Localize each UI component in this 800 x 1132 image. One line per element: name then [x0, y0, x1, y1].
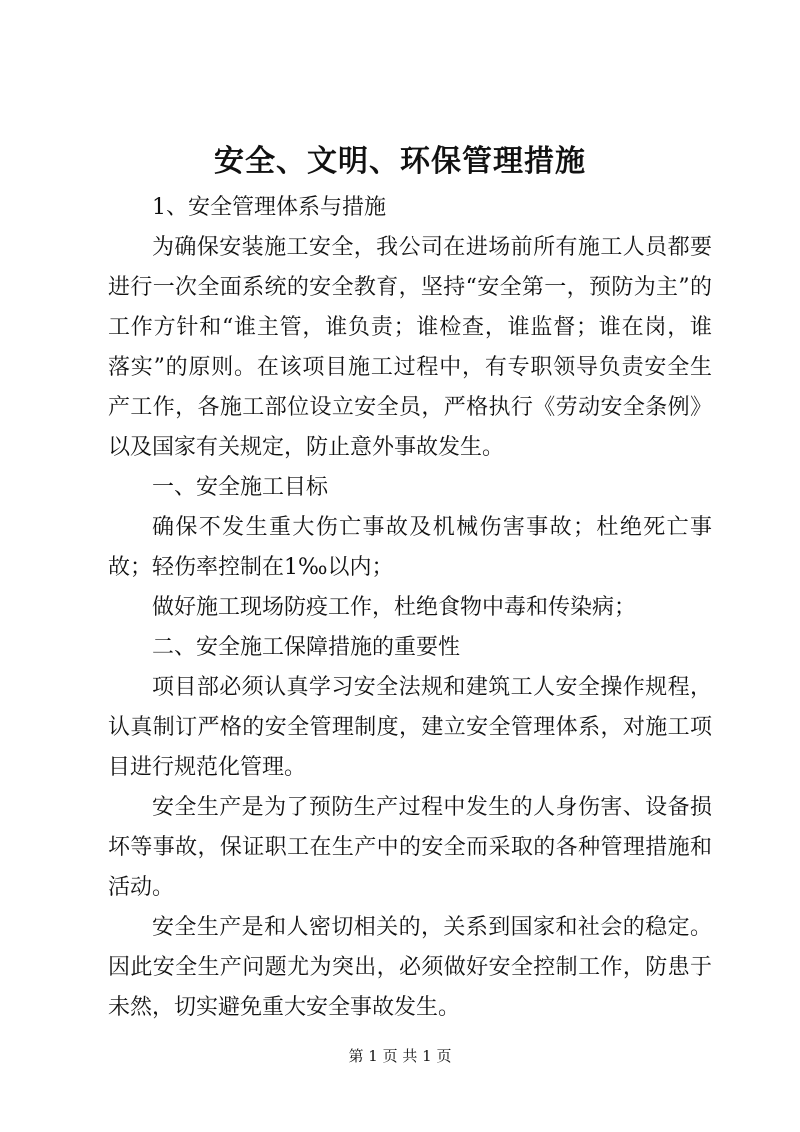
document-body — [108, 188, 712, 1028]
paragraph-safety-education: 为确保安装施工安全，我公司在进场前所有施工人员都要进行一次全面系统的安全教育，坚持“安全第一，预防为主”的工作方针和“谁主管，谁负责；谁检查，谁监督；谁在岗，谁落实”的原则。在该项目施工过程中，有专职领导负责安全生产工作，各施工部位设立安全员，严格执行《劳动安全条例》以及国家有关规定，防止意外事故发生。 — [108, 235, 712, 460]
page-footer: 第 1 页 共 1 页 — [348, 1047, 452, 1065]
paragraph-epidemic-prevention: 做好施工现场防疫工作，杜绝食物中毒和传染病； — [152, 595, 637, 620]
section-heading-safety-importance: 二、安全施工保障措施的重要性 — [152, 635, 461, 660]
paragraph-safety-regulations: 项目部必须认真学习安全法规和建筑工人安全操作规程，认真制订严格的安全管理制度，建立安全管理体系，对施工项目进行规范化管理。 — [108, 675, 712, 780]
document-title: 安全、文明、环保管理措施 — [214, 144, 586, 179]
section-heading-safety-goal: 一、安全施工目标 — [152, 475, 329, 500]
paragraph-safety-production-importance: 安全生产是和人密切相关的，关系到国家和社会的稳定。因此安全生产问题尤为突出，必须做好安全控制工作，防患于未然，切实避免重大安全事故发生。 — [108, 915, 712, 1020]
section-heading-safety-system: 1、安全管理体系与措施 — [152, 195, 386, 220]
paragraph-accident-goal: 确保不发生重大伤亡事故及机械伤害事故；杜绝死亡事故；轻伤率控制在1‰以内； — [108, 515, 712, 580]
paragraph-safety-production-definition: 安全生产是为了预防生产过程中发生的人身伤害、设备损坏等事故，保证职工在生产中的安全而采取的各种管理措施和活动。 — [108, 795, 712, 900]
